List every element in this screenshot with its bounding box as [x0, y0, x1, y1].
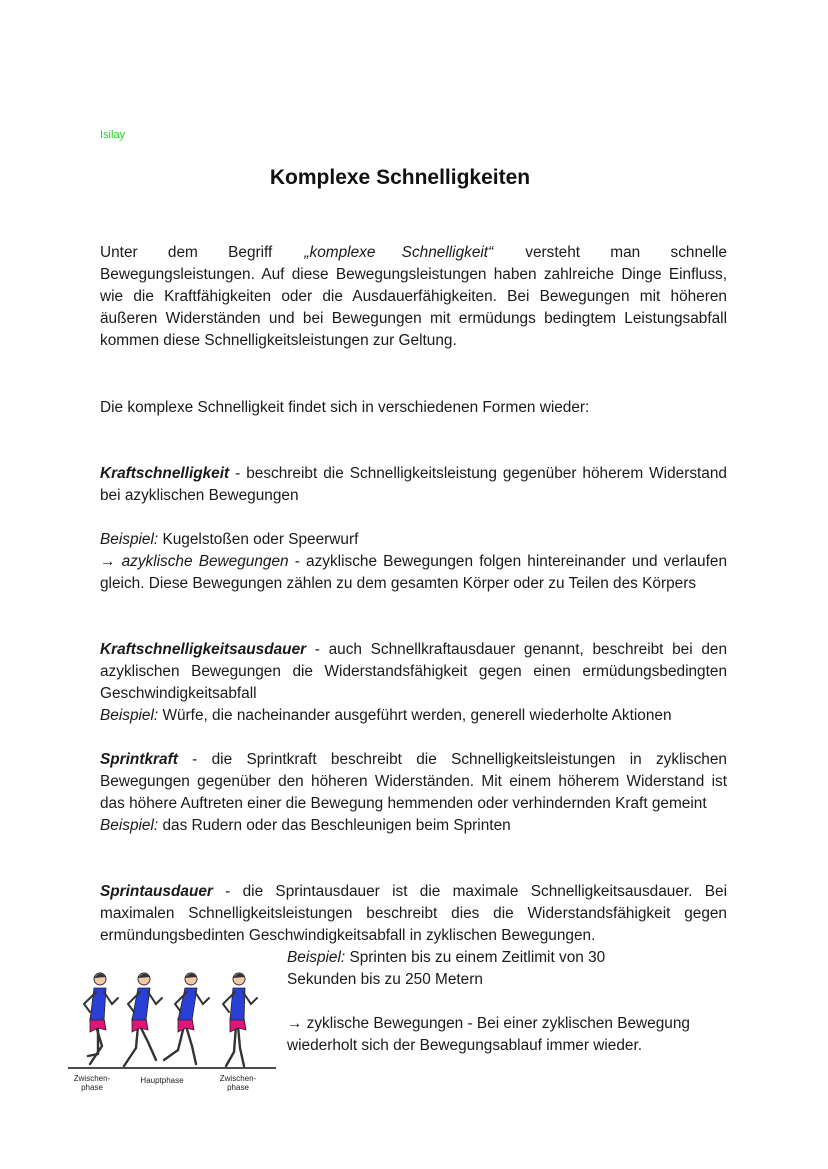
intro-term: „komplexe Schnelligkeit“	[304, 244, 494, 261]
term-kraftausdauer: Kraftschnelligkeitsausdauer	[100, 641, 307, 658]
example-label: Beispiel:	[100, 817, 159, 834]
example-text: Würfe, die nacheinander ausgeführt werden, generell wiederholte Aktionen	[158, 707, 672, 724]
page-title: Komplexe Schnelligkeiten	[269, 166, 531, 189]
intro-body: Bewegungsleistungen. Auf diese Bewegungsleistungen haben zahlreiche Dinge Einfluss, wie die Kraftfähigkeiten oder die Ausdauerfähigkeiten. Bei Bewegungen mit höheren äußeren Widerständen und bei Bewegungen mit ermüdungs bedingtem Leistungsabfall kommen diese Schnelligkeitsleistungen zur Geltung.	[100, 266, 727, 349]
definition-text: - auch Schnellkraftausdauer genannt, beschreibt bei den azyklischen Bewegungen die Widerstandsfähigkeit gegen einen ermüdungsbedingten Geschwindigkeitsabfall	[100, 641, 727, 702]
example-text: das Rudern oder das Beschleunigen beim Sprinten	[158, 817, 511, 834]
sprint-phases-figure	[66, 968, 278, 1098]
example-kraftschnelligkeit	[100, 529, 727, 595]
example-label: Beispiel:	[287, 949, 346, 966]
intro-first-line	[100, 242, 727, 264]
intro-text-rest: versteht man schnelle	[525, 244, 727, 261]
author-name: Isilay	[100, 129, 126, 141]
definition-text: - die Sprintkraft beschreibt die Schnelligkeitsleistungen in zyklischen Bewegungen gegenüber den höheren Widerständen. Mit einem höherem Widerstand ist das höhere Auftreten einer die Bewegung hemmenden oder verhindernden Kraft gemeint	[100, 751, 727, 812]
cyclic-movement-note: → zyklische Bewegungen - Bei einer zyklischen Bewegung wiederholt sich der Bewegungsablauf immer wieder.	[287, 1015, 690, 1054]
definition-text: - beschreibt die Schnelligkeitsleistung gegenüber höherem Widerstand bei azyklischen Bewegungen	[100, 465, 727, 504]
section-sprintausdauer	[100, 881, 727, 947]
example-label: Beispiel:	[100, 531, 159, 548]
definition-text: - die Sprintausdauer ist die maximale Schnelligkeitsausdauer. Bei maximalen Schnelligkeitsleistungen beschreibt dies die Widerstandsfähigkeit gegen ermündungsbedinten Geschwindigkeitsabfall in zyklischen Bewegungen.	[100, 883, 727, 944]
section-kraftausdauer	[100, 639, 727, 727]
term-kraftschnelligkeit: Kraftschnelligkeit	[100, 465, 230, 482]
term-sprintausdauer: Sprintausdauer	[100, 883, 213, 900]
section-sprintkraft	[100, 749, 727, 837]
term-sprintkraft: Sprintkraft	[100, 751, 178, 768]
runner-figure	[84, 973, 118, 1064]
runner-figure	[164, 973, 209, 1064]
runner-figure	[223, 973, 257, 1066]
figure-label-right: Zwischen- phase	[219, 1074, 257, 1092]
example-label: Beispiel:	[100, 707, 159, 724]
term-azyklisch: azyklische Bewegungen	[121, 553, 289, 570]
forms-intro: Die komplexe Schnelligkeit findet sich in verschiedenen Formen wieder:	[100, 399, 590, 416]
example-text: Sprinten bis zu einem Zeitlimit von 30 Sekunden bis zu 250 Metern	[287, 949, 606, 988]
example-text: Kugelstoßen oder Speerwurf	[158, 531, 359, 548]
arrow-icon: →	[100, 553, 122, 570]
intro-paragraph	[100, 242, 727, 352]
section-kraftschnelligkeit	[100, 463, 727, 507]
figure-label-main: Hauptphase	[140, 1076, 184, 1085]
azyklisch-text: - azyklische Bewegungen folgen hintereinander und verlaufen gleich. Diese Bewegungen zählen zu dem gesamten Körper oder zu Teilen des Körpers	[100, 553, 727, 592]
example-sprintausdauer	[287, 947, 607, 991]
figure-label-left: Zwischen- phase	[73, 1074, 111, 1092]
runner-figure	[124, 973, 162, 1066]
runner-sequence-illustration	[66, 968, 278, 1072]
intro-text: Unter dem Begriff	[100, 244, 273, 261]
